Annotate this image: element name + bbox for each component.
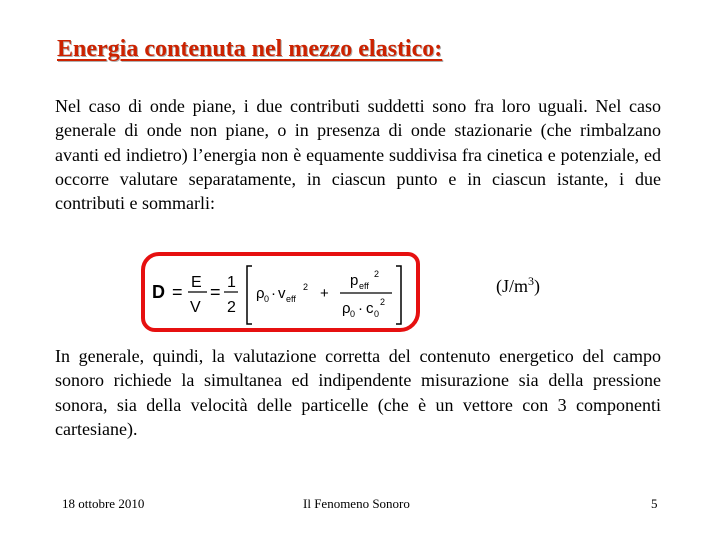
unit-suffix: ) <box>534 276 541 296</box>
formula-velocity: v <box>278 285 286 302</box>
formula-sound-speed-sub: 0 <box>374 309 380 319</box>
paragraph-conclusion: In generale, quindi, la valutazione corretta del contenuto energetico del campo sonoro richiede la simultanea ed indipendente misurazione sia della pressione sonora, sia della velocità delle particelle (che è un vettore con 3 componenti cartesiane). <box>55 346 661 439</box>
formula-plus: + <box>320 285 329 302</box>
formula-half-den: 2 <box>227 299 236 316</box>
formula-pressure-sup: 2 <box>374 269 380 279</box>
formula-rho-potential: ρ <box>342 300 351 317</box>
formula-sound-speed-sup: 2 <box>380 297 386 307</box>
unit-prefix: (J/m <box>496 276 529 296</box>
formula-volume: V <box>190 299 201 316</box>
formula-sound-speed: c <box>366 300 374 317</box>
formula-lhs: D <box>152 282 165 302</box>
footer-page-number: 5 <box>651 496 658 511</box>
formula-velocity-sub: eff <box>286 294 296 304</box>
footer-title: Il Fenomeno Sonoro <box>303 496 410 511</box>
formula-energy: E <box>191 274 202 291</box>
formula-rho-potential-sub: 0 <box>350 309 356 319</box>
formula-velocity-sup: 2 <box>303 282 309 292</box>
formula-pressure-sub: eff <box>359 281 369 291</box>
formula-rho-kinetic: ρ <box>256 285 265 302</box>
paragraph-intro: Nel caso di onde piane, i due contributi suddetti sono fra loro uguali. Nel caso generale di onde non piane, o in presenza di onde stazionarie (che rimbalzano avanti ed indietro) l’energia non è equamente suddivisa fra cinetica e potenziale, ed occorre valutare separatamente, in ciascun punto e in ciascun istante, i due contributi e sommarli: <box>55 96 661 214</box>
formula-rho-kinetic-sub: 0 <box>264 294 270 304</box>
footer-date: 18 ottobre 2010 <box>62 496 145 511</box>
formula-highlight-box <box>141 252 420 332</box>
unit-exponent: 3 <box>528 274 535 288</box>
formula-pressure: p <box>350 272 359 289</box>
formula-equals-2: = <box>210 282 221 302</box>
formula-dot-2: · <box>358 300 363 317</box>
unit-label <box>496 274 540 297</box>
formula-dot-1: · <box>271 285 276 302</box>
formula-half-num: 1 <box>227 274 236 291</box>
formula-equals-1: = <box>172 282 183 302</box>
slide-title: Energia contenuta nel mezzo elastico: <box>57 36 443 62</box>
